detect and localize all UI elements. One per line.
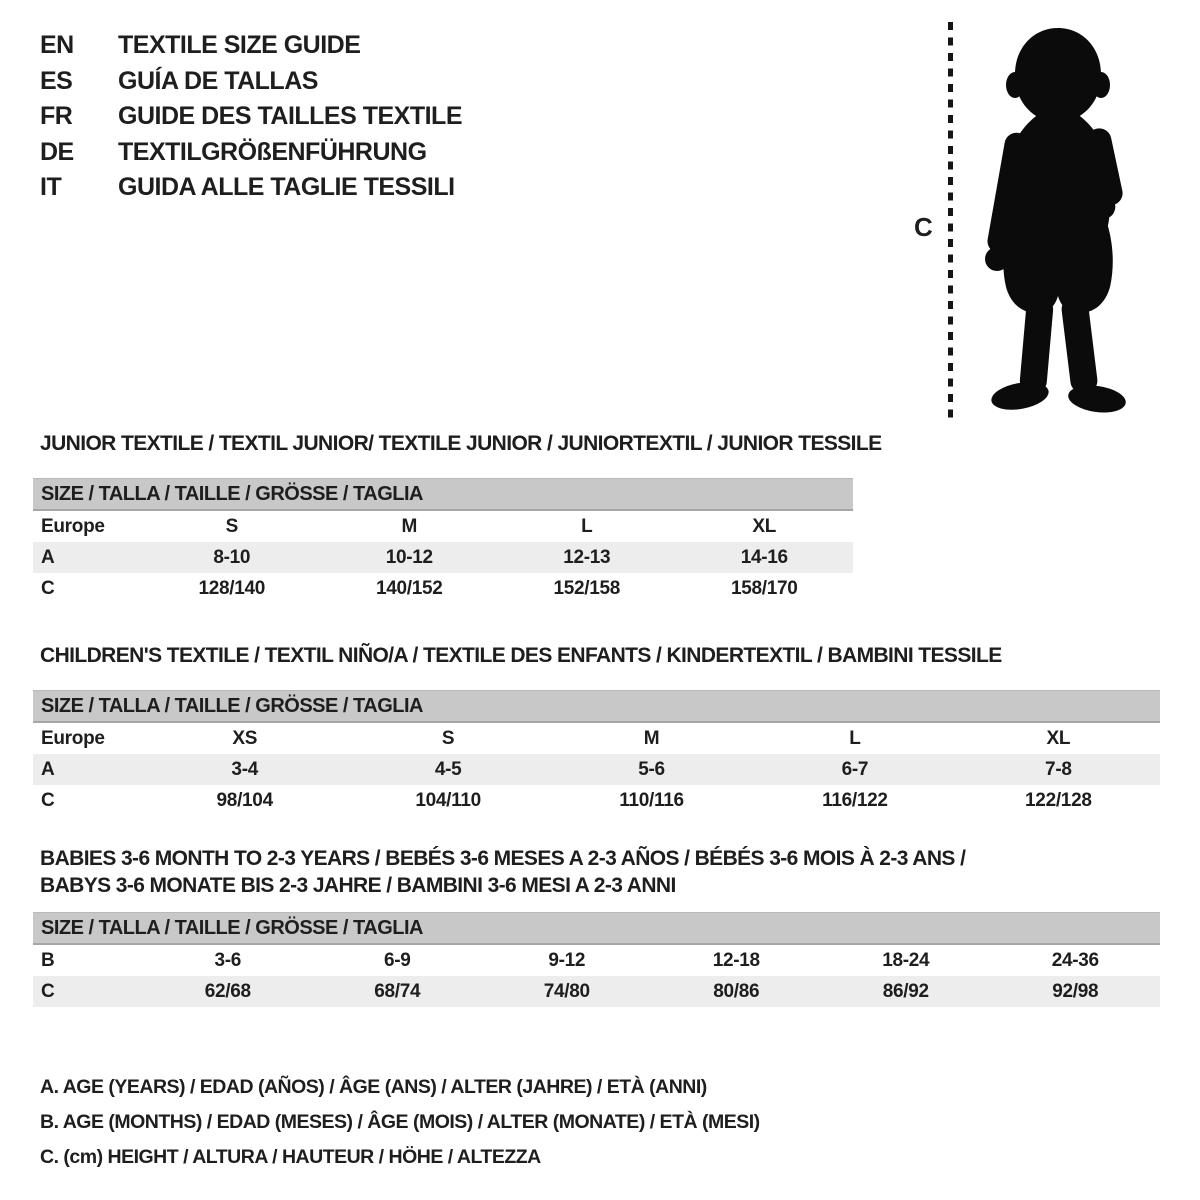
cell: 8-10 [213, 546, 251, 568]
section-heading: JUNIOR TEXTILE / TEXTIL JUNIOR/ TEXTILE JUNIOR / JUNIORTEXTIL / JUNIOR TESSILE [40, 432, 882, 455]
cell: 110/116 [619, 789, 684, 811]
lang-title: TEXTILE SIZE GUIDE [118, 31, 361, 59]
cell: 122/128 [1025, 789, 1092, 811]
height-dashed-line [948, 22, 953, 418]
cell: 68/74 [374, 980, 421, 1002]
footnote-line-c: C. (cm) HEIGHT / ALTURA / HAUTEUR / HÖHE / ALTEZZA [40, 1146, 541, 1168]
size-table-junior [33, 511, 853, 604]
cell: L [581, 515, 593, 537]
cell: XL [752, 515, 777, 537]
section-childrens-textile [33, 642, 1160, 816]
cell: 3-6 [214, 949, 242, 971]
cell: L [849, 727, 861, 749]
table-row [33, 785, 1160, 816]
table-row [33, 573, 853, 604]
row-label: B [41, 949, 55, 971]
cell: S [441, 727, 455, 749]
cell: S [225, 515, 238, 537]
size-table-babies [33, 945, 1160, 1007]
cell: 158/170 [730, 577, 798, 599]
cell: 6-7 [841, 758, 869, 780]
lang-title: GUIDA ALLE TAGLIE TESSILI [118, 173, 455, 201]
cell: 24-36 [1051, 949, 1099, 971]
lang-row-it [40, 170, 462, 206]
row-label: A [41, 546, 55, 568]
table-row [33, 723, 1160, 754]
language-title-block [40, 28, 462, 206]
cell: 5-6 [638, 758, 665, 780]
section-junior-textile [33, 430, 882, 604]
lang-row-de [40, 135, 462, 171]
lang-title: TEXTILGRÖßENFÜHRUNG [118, 137, 427, 166]
cell: 7-8 [1045, 758, 1072, 780]
size-table-header-bar: SIZE / TALLA / TAILLE / GRÖSSE / TAGLIA [33, 690, 1160, 723]
cell: 128/140 [198, 577, 266, 599]
footnote-line-b: B. AGE (MONTHS) / EDAD (MESES) / ÂGE (MOIS) / ALTER (MONATE) / ETÀ (MESI) [40, 1111, 760, 1133]
row-label: C [41, 789, 55, 811]
size-table-header-bar: SIZE / TALLA / TAILLE / GRÖSSE / TAGLIA [33, 912, 1160, 945]
row-label: Europe [41, 515, 105, 537]
cell: 92/98 [1052, 980, 1099, 1002]
cell: 86/92 [882, 980, 929, 1002]
row-label: C [41, 980, 55, 1002]
lang-code: FR [40, 102, 73, 130]
section-babies-textile [33, 845, 1160, 1007]
lang-row-en [40, 28, 462, 64]
size-table-header-bar: SIZE / TALLA / TAILLE / GRÖSSE / TAGLIA [33, 478, 853, 511]
cell: 116/122 [822, 789, 888, 811]
cell: 12-13 [563, 546, 611, 568]
cell: 98/104 [216, 789, 273, 811]
cell: 140/152 [375, 577, 443, 599]
cell: 74/80 [543, 980, 590, 1002]
cell: 14-16 [740, 546, 788, 568]
section-heading-line1: BABIES 3-6 MONTH TO 2-3 YEARS / BEBÉS 3-6 MESES A 2-3 AÑOS / BÉBÉS 3-6 MOIS À 2-3 ANS / [40, 847, 966, 870]
table-row [33, 754, 1160, 785]
cell: M [401, 515, 418, 537]
lang-title: GUÍA DE TALLAS [118, 66, 318, 95]
footnote-line-a: A. AGE (YEARS) / EDAD (AÑOS) / ÂGE (ANS) / ALTER (JAHRE) / ETÀ (ANNI) [40, 1076, 707, 1098]
table-row [33, 976, 1160, 1007]
cell: 12-18 [712, 949, 760, 971]
cell: 4-5 [434, 758, 462, 780]
lang-code: ES [40, 66, 73, 95]
cell: 62/68 [204, 980, 251, 1002]
lang-code: EN [40, 31, 74, 59]
lang-row-es [40, 64, 462, 100]
size-table-children [33, 723, 1160, 816]
cell: 10-12 [385, 546, 433, 568]
lang-code: DE [40, 137, 74, 166]
cell: XL [1046, 727, 1071, 749]
cell: 3-4 [231, 758, 258, 780]
cell: 152/158 [553, 577, 621, 599]
cell: XS [232, 727, 258, 749]
lang-code: IT [40, 173, 62, 201]
toddler-silhouette-icon [966, 24, 1146, 424]
lang-title: GUIDE DES TAILLES TEXTILE [118, 102, 463, 130]
row-label: Europe [41, 727, 105, 749]
height-measure-label: C [914, 212, 933, 242]
lang-row-fr [40, 99, 462, 135]
height-measure-figure [902, 16, 1172, 428]
section-heading-line2: BABYS 3-6 MONATE BIS 2-3 JAHRE / BAMBINI 3-6 MESI A 2-3 ANNI [40, 874, 676, 897]
cell: 18-24 [882, 949, 930, 971]
table-row [33, 542, 853, 573]
table-row [33, 511, 853, 542]
cell: 104/110 [415, 789, 481, 811]
footnote-block [40, 1070, 760, 1175]
table-row [33, 945, 1160, 976]
cell: M [643, 727, 660, 749]
row-label: A [41, 758, 55, 780]
row-label: C [41, 577, 55, 599]
section-heading: CHILDREN'S TEXTILE / TEXTIL NIÑO/A / TEXTILE DES ENFANTS / KINDERTEXTIL / BAMBINI TESSILE [40, 644, 1002, 667]
cell: 80/86 [713, 980, 760, 1002]
cell: 6-9 [383, 949, 411, 971]
cell: 9-12 [548, 949, 586, 971]
